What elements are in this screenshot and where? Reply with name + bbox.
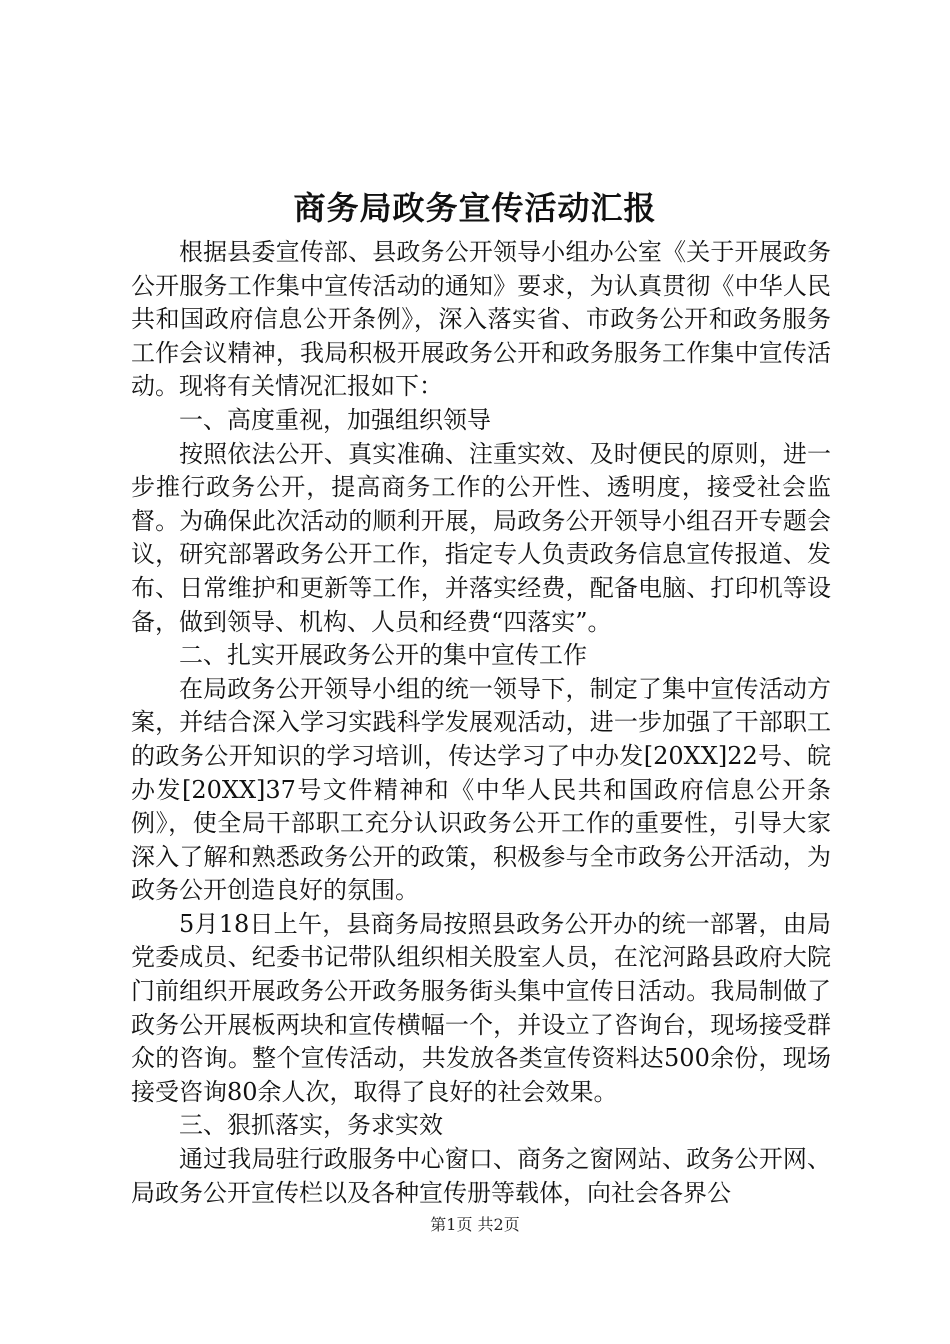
- section-heading-2: 二、扎实开展政务公开的集中宣传工作: [179, 641, 587, 670]
- page-footer: 第1页 共2页: [430, 1215, 520, 1234]
- section-heading-3: 三、狠抓落实，务求实效: [179, 1111, 443, 1140]
- paragraph-section-2b: 5月18日上午，县商务局按照县政务公开办的统一部署，由局党委成员、纪委书记带队组织相关股室人员，在沱河路县政府大院门前组织开展政务公开政务服务街头集中宣传日活动。我局制做了政务公开展板两块和宣传横幅一个，并设立了咨询台，现场接受群众的咨询。整个宣传活动，共发放各类宣传资料达500余份，现场接受咨询80余人次，取得了良好的社会效果。: [131, 909, 831, 1106]
- document-body: [131, 236, 831, 1210]
- paragraph-intro: 根据县委宣传部、县政务公开领导小组办公室《关于开展政务公开服务工作集中宣传活动的通知》要求，为认真贯彻《中华人民共和国政府信息公开条例》，深入落实省、市政务公开和政务服务工作会议精神，我局积极开展政务公开和政务服务工作集中宣传活动。现将有关情况汇报如下：: [131, 238, 831, 401]
- paragraph-section-2a: 在局政务公开领导小组的统一领导下，制定了集中宣传活动方案，并结合深入学习实践科学发展观活动，进一步加强了干部职工的政务公开知识的学习培训，传达学习了中办发[20XX]22号、皖办发[20XX]37号文件精神和《中华人民共和国政府信息公开条例》，使全局干部职工充分认识政务公开工作的重要性，引导大家深入了解和熟悉政务公开的政策，积极参与全市政务公开活动，为政务公开创造良好的氛围。: [131, 674, 831, 905]
- section-heading-1: 一、高度重视，加强组织领导: [179, 405, 491, 434]
- paragraph-section-1: 按照依法公开、真实准确、注重实效、及时便民的原则，进一步推行政务公开，提高商务工作的公开性、透明度，接受社会监督。为确保此次活动的顺利开展，局政务公开领导小组召开专题会议，研究部署政务公开工作，指定专人负责政务信息宣传报道、发布、日常维护和更新等工作，并落实经费，配备电脑、打印机等设备，做到领导、机构、人员和经费“四落实”。: [131, 439, 831, 636]
- paragraph-section-3: 通过我局驻行政服务中心窗口、商务之窗网站、政务公开网、局政务公开宣传栏以及各种宣传册等载体，向社会各界公: [131, 1145, 831, 1207]
- document-title: 商务局政务宣传活动汇报: [293, 189, 657, 227]
